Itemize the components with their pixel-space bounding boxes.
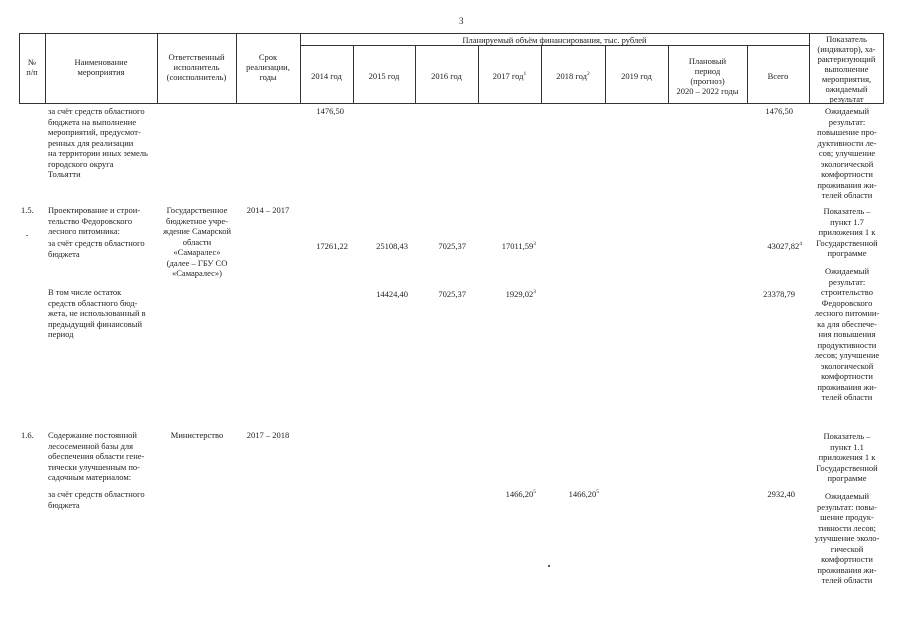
scan-speck <box>26 235 28 236</box>
header-term: Срок реализации, годы <box>246 52 290 82</box>
row0-total: 1476,50 <box>765 106 793 116</box>
row16-num: 1.6. <box>21 430 34 440</box>
row15-total <box>747 241 802 252</box>
row15-2017 <box>478 241 536 252</box>
row15-total-value: 43027,82 <box>767 241 800 251</box>
row0-name: за счёт средств областного бюджета на выполнение мероприятий, предусмот- ренных для реализации на территории иных земель городского округа Тольятти <box>48 106 148 179</box>
header-2017 <box>478 71 541 81</box>
header-2017-footnote: 1 <box>523 71 527 78</box>
header-2018-label: 2018 год <box>556 71 587 81</box>
row15-indicator-ref: Показатель – пункт 1.7 приложения 1 к Государственной программе <box>816 206 878 258</box>
scan-speck <box>548 565 550 567</box>
header-indicator: Показатель (индикатор), ха- рактеризующий выполнение мероприятия, ожидаемый результат <box>817 34 876 104</box>
header-2018 <box>541 71 605 81</box>
row15-remainder-name: В том числе остаток средств областного бюд- жета, не использованный в предыдущий финансовый период <box>48 287 146 339</box>
row15-remainder-2015: 14424,40 <box>376 289 408 299</box>
header-total: Всего <box>767 71 789 81</box>
header-2016: 2016 год <box>431 71 462 81</box>
row15-remainder-2017-footnote: 3 <box>533 289 536 296</box>
header-executor: Ответственный исполнитель (соисполнитель) <box>166 52 227 82</box>
row16-term: 2017 – 2018 <box>246 430 290 440</box>
row15-2015: 25108,43 <box>376 241 408 251</box>
header-2018-footnote: 2 <box>586 71 590 78</box>
header-funding-title: Планируемый объём финансирования, тыс. рублей <box>462 35 647 45</box>
row16-2017 <box>478 489 536 500</box>
row15-2014: 17261,22 <box>316 241 348 251</box>
row15-2016: 7025,37 <box>438 241 466 251</box>
row16-2018 <box>541 489 599 500</box>
row15-executor: Государственное бюджетное учре- ждение Самарской области «Самаралес» (далее – ГБУ СО «Самаралес») <box>162 205 232 278</box>
row15-2017-footnote: 3 <box>533 241 536 248</box>
row16-executor: Министерство <box>170 430 224 440</box>
header-name: Наименование мероприятия <box>74 57 128 77</box>
row15-name: Проектирование и строи- тельство Федоровского лесного питомника: <box>48 205 141 236</box>
row15-remainder-2017-value: 1929,02 <box>505 289 534 299</box>
row16-indicator-ref: Показатель – пункт 1.1 приложения 1 к Государственной программе <box>816 431 878 483</box>
row15-total-footnote: 4 <box>799 241 802 248</box>
row15-indicator-result: Ожидаемый результат: строительство Федоровского лесного питомни- ка для обеспече- ния повышения продуктивности лесов; улучшение экологической комфортности проживания жи- телей области <box>814 266 880 402</box>
row16-name: Содержание постоянной лесосеменной базы для обеспечения области гене- тически улучшенным по- садочным материалом: <box>48 430 145 482</box>
row15-2017-value: 17011,59 <box>501 241 534 251</box>
row0-indicator: Ожидаемый результат: повышение про- дуктивности ле- сов; улучшение экологической комфортности проживания жи- телей области <box>817 106 877 200</box>
header-2019: 2019 год <box>621 71 652 81</box>
row15-term: 2014 – 2017 <box>246 205 290 215</box>
row15-remainder-2016: 7025,37 <box>438 289 466 299</box>
row16-total: 2932,40 <box>767 489 795 499</box>
row16-indicator-result: Ожидаемый результат: повы- шение продук- тивности лесов; улучшение эколо- гической комфортности проживания жи- телей области <box>814 491 880 585</box>
header-2017-label: 2017 год <box>492 71 524 81</box>
header-2015: 2015 год <box>368 71 400 81</box>
row15-subrow-name: за счёт средств областного бюджета <box>48 238 145 259</box>
header-2014: 2014 год <box>311 71 342 81</box>
row16-subrow-name: за счёт средств областного бюджета <box>48 489 145 510</box>
row16-2018-footnote: 5 <box>596 489 599 496</box>
header-num: № п/п <box>26 57 38 77</box>
row16-2017-value: 1466,20 <box>505 489 534 499</box>
row16-2018-value: 1466,20 <box>568 489 597 499</box>
row15-remainder-2017 <box>478 289 536 300</box>
row15-remainder-total: 23378,79 <box>763 289 795 299</box>
page-number: 3 <box>459 16 464 26</box>
header-plan-period: Плановый период (прогноз) 2020 – 2022 годы <box>676 56 739 96</box>
row0-2014: 1476,50 <box>316 106 344 116</box>
row16-2017-footnote: 5 <box>533 489 536 496</box>
row15-num: 1.5. <box>21 205 34 215</box>
